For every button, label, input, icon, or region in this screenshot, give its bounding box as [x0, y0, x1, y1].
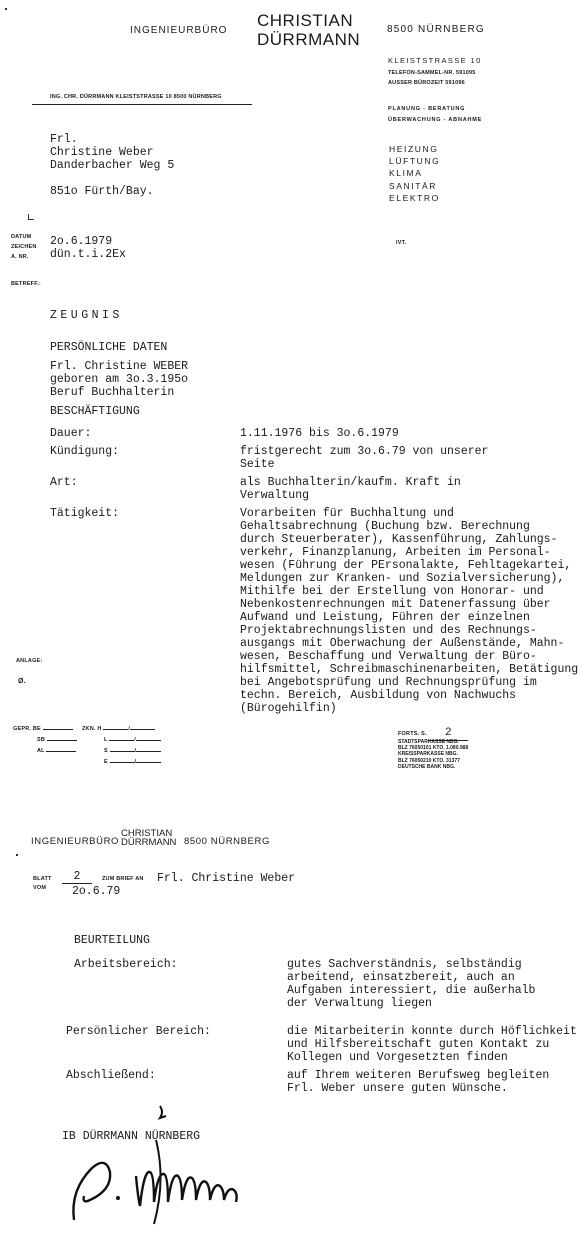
value-line: wesen, Beschaffung und Verwaltung der Büro-	[240, 650, 537, 663]
al-label: AL	[37, 748, 45, 754]
company-stamp-text: IB DÜRRMANN NÜRNBERG	[62, 1130, 201, 1143]
handwritten-signature	[60, 1100, 290, 1230]
value-line: Projektabrechnungslisten und des Rechnungs-	[240, 624, 537, 637]
company-phone-1: TELEFON-SAMMEL-NR. 591095	[388, 70, 476, 76]
value-line: der Verwaltung liegen	[287, 997, 432, 1010]
page2-company-city: 8500 NÜRNBERG	[184, 836, 270, 847]
employment-label: Art:	[50, 476, 78, 489]
page2-corner-mark	[16, 854, 18, 856]
letter-reference: dün.t.i.2Ex	[50, 248, 126, 261]
company-services-1: PLANUNG - BERATUNG	[388, 106, 466, 112]
value-line: auf Ihrem weiteren Berufsweg begleiten	[287, 1069, 550, 1082]
page2-date: 2o.6.79	[72, 885, 121, 898]
continuation-label: FORTS. S.	[398, 731, 427, 737]
value-line: wesen (Führung der PErsonalakte, Fehltagekartei,	[240, 559, 572, 572]
assessment-value	[287, 1069, 549, 1095]
recipient-line	[50, 172, 174, 185]
bank-line: DEUTSCHE BANK NBG.	[398, 763, 456, 770]
sheet-number: 2	[62, 870, 92, 884]
company-street: KLEISTSTRASSE 10	[388, 56, 482, 65]
footer-field-l: L /	[104, 737, 161, 743]
zkn-label: ZKN. H	[82, 726, 102, 732]
trade-item: KLIMA	[389, 168, 423, 179]
personal-data-title: PERSÖNLICHE DATEN	[50, 341, 168, 354]
bank-line: BLZ 76050101 KTO. 1.080.988	[398, 745, 469, 752]
value-line: Gehaltsabrechnung (Buchung bzw. Berechnung	[240, 520, 530, 533]
sender-return-line: ING. CHR. DÜRRMANN KLEISTSTRASSE 10 8500 NÜRNBERG	[50, 94, 222, 100]
footer-field-al	[37, 748, 76, 754]
sender-underline	[32, 104, 252, 105]
recipient-line: Frl.	[50, 133, 78, 146]
value-line: Kollegen und Vorgesetzten finden	[287, 1051, 508, 1064]
sb-label: SB	[37, 737, 46, 743]
s-label: S	[104, 748, 108, 754]
window-corner-mark	[28, 214, 34, 220]
value-line: gutes Sachverständnis, selbständig	[287, 958, 522, 971]
company-name-line2: DÜRRMANN	[257, 30, 361, 49]
trade-item: LÜFTUNG	[389, 156, 441, 167]
trade-item: HEIZUNG	[389, 144, 439, 154]
trade-item: ELEKTRO	[389, 192, 440, 203]
recipient-line: Danderbacher Weg 5	[50, 159, 175, 172]
meta-labels	[11, 232, 37, 262]
recipient-line: 851o Fürth/Bay.	[50, 185, 154, 198]
letter-to-recipient: Frl. Christine Weber	[157, 872, 296, 885]
assessment-label: Abschließend:	[66, 1069, 156, 1082]
company-city: 8500 NÜRNBERG	[387, 24, 485, 35]
value-line: Nebenkostenrechnungen mit Datenerfassung über	[240, 598, 551, 611]
personal-data-line: geboren am 3o.3.195o	[50, 373, 189, 386]
sheet-label: BLATT	[33, 876, 52, 882]
page2-company-name-line1: CHRISTIAN	[121, 828, 173, 839]
value-line: verkehr, Finanzplanung, Arbeiten im Personal-	[240, 546, 551, 559]
company-trades	[389, 143, 440, 204]
l-label: L	[104, 737, 108, 743]
value-line: Vorarbeiten für Buchhaltung und	[240, 507, 454, 520]
value-line: techn. Bereich, Ausbildung von Nachwuchs	[240, 689, 517, 702]
value-line: und Hilfsbereitschaft guten Kontakt zu	[287, 1038, 550, 1051]
value-line: fristgerecht zum 3o.6.79 von unserer	[240, 445, 489, 458]
employment-title: BESCHÄFTIGUNG	[50, 405, 140, 418]
value-line: arbeitend, einsatzbereit, auch an	[287, 971, 515, 984]
bank-details	[398, 739, 468, 770]
employment-label: Dauer:	[50, 427, 92, 440]
value-line: Meldungen zur Kranken- und Sozialversicherung),	[240, 572, 565, 585]
date-label: DATUM	[11, 234, 32, 240]
value-line: Verwaltung	[240, 489, 310, 502]
value-line: Seite	[240, 458, 275, 471]
employment-value	[240, 476, 461, 502]
personal-data-line: Beruf Buchhalterin	[50, 386, 175, 399]
subject-label: BETREFF.:	[11, 281, 41, 287]
page2-company-name-line2: DÜRRMANN	[121, 837, 177, 848]
assessment-heading: BEURTEILUNG	[74, 934, 150, 947]
company-services-2: ÜBERWACHUNG - ABNAHME	[388, 117, 483, 123]
attachment-label: ANLAGE:	[16, 658, 43, 664]
value-line: ausgangs mit Oberwachung der Außenstände, Mahn-	[240, 637, 565, 650]
value-line: die Mitarbeiterin konnte durch Höflichkeit	[287, 1025, 577, 1038]
bank-line: BLZ 76050210 KTO. 31377	[398, 757, 460, 764]
from-label: VOM	[33, 885, 47, 891]
assessment-label: Arbeitsbereich:	[74, 958, 178, 971]
recipient-line: Christine Weber	[50, 146, 154, 159]
gepr-label: GEPR. BE	[13, 726, 41, 732]
value-line: Aufwand und Leistung, Führen der einzelnen	[240, 611, 530, 624]
letter-to-label: ZUM BRIEF AN	[102, 876, 144, 882]
document-heading: ZEUGNIS	[50, 309, 123, 322]
employment-value	[240, 507, 578, 715]
company-phone-2: AUSSER BÜROZEIT 591096	[388, 80, 465, 86]
bank-line: KREISSPARKASSE NBG.	[398, 751, 458, 758]
value-line: (Bürogehilfin)	[240, 702, 337, 715]
value-line: 1.11.1976 bis 3o.6.1979	[240, 427, 399, 440]
value-line: bei Angebotsprüfung und Rechnungsprüfung im	[240, 676, 537, 689]
value-line: Aufgaben interessiert, die außerhalb	[287, 984, 536, 997]
footer-field-zkn: ZKN. H /	[82, 726, 155, 732]
recipient-address	[50, 133, 174, 198]
continuation-page-number: 2	[428, 727, 468, 741]
footer-field-sb	[37, 737, 77, 743]
company-word: INGENIEURBÜRO	[130, 25, 228, 36]
footer-field-s: S /	[104, 748, 161, 754]
personal-data-section	[50, 341, 188, 399]
e-label: E	[104, 759, 108, 765]
value-line: durch Steuerberater), Kassenführung, Zahlungs-	[240, 533, 558, 546]
bank-line: STADTSPARKASSE NBG.	[398, 739, 459, 745]
value-line: hilfsmittel, Schreibmaschinenarbeiten, Betätigung	[240, 663, 578, 676]
personal-data-line: Frl. Christine WEBER	[50, 360, 189, 373]
value-line: als Buchhalterin/kaufm. Kraft in	[240, 476, 461, 489]
value-line: Mithilfe bei der Erstellung von Honorar- und	[240, 585, 544, 598]
letter-date: 2o.6.1979	[50, 235, 113, 248]
footer-field-gepr	[13, 726, 73, 732]
page2-company-word: INGENIEURBÜRO	[31, 836, 120, 847]
assessment-value	[287, 958, 535, 1010]
employment-label: Tätigkeit:	[50, 507, 120, 520]
employment-label: Kündigung:	[50, 445, 120, 458]
employment-value	[240, 445, 488, 471]
order-number-label: A. NR.	[11, 254, 29, 260]
trade-item: SANITÄR	[389, 180, 438, 191]
footer-field-e: E /	[104, 759, 161, 765]
company-name-line1: CHRISTIAN	[257, 11, 354, 30]
ivt-label: IVT.	[396, 240, 407, 246]
value-line: Frl. Weber unsere guten Wünsche.	[287, 1082, 508, 1095]
attachment-value: Ø.	[18, 678, 26, 685]
employment-value	[240, 427, 399, 440]
window-corner-mark	[5, 8, 7, 10]
reference-label: ZEICHEN	[11, 244, 37, 250]
assessment-value	[287, 1025, 577, 1064]
assessment-label: Persönlicher Bereich:	[66, 1025, 211, 1038]
